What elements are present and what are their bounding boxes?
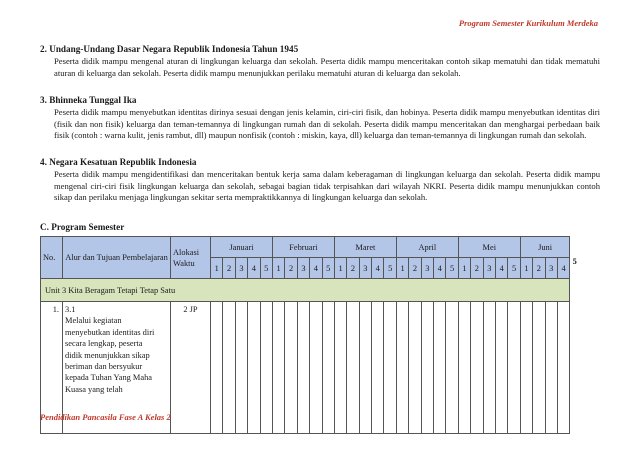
week-header: 4 [557, 258, 569, 279]
week-header: 2 [471, 258, 483, 279]
week-header: 1 [520, 258, 532, 279]
unit-row [41, 279, 570, 302]
week-cell [359, 302, 371, 434]
week-header: 1 [334, 258, 346, 279]
week-header: 3 [235, 258, 247, 279]
week-header: 2 [285, 258, 297, 279]
week-header: 3 [421, 258, 433, 279]
month-header: April [396, 237, 458, 258]
week-cell [384, 302, 396, 434]
col-alokasi-header: Alokasi Waktu [171, 237, 211, 279]
section-title: 3. Bhinneka Tunggal Ika [40, 95, 137, 105]
week-header: 2 [409, 258, 421, 279]
week-header: 1 [272, 258, 284, 279]
week-header: 4 [434, 258, 446, 279]
week-cell [421, 302, 433, 434]
week-header: 5 [322, 258, 334, 279]
week-header-overflow: 5 [572, 257, 577, 266]
week-cell [347, 302, 359, 434]
page-footer: Pendidikan Pancasila Fase A Kelas 2 [40, 412, 171, 422]
month-header: Januari [211, 237, 273, 258]
week-cell [446, 302, 458, 434]
section-title: 4. Negara Kesatuan Republik Indonesia [40, 157, 197, 167]
month-header: Februari [272, 237, 334, 258]
week-cell [223, 302, 235, 434]
page-header: Program Semester Kurikulum Merdeka [458, 18, 598, 28]
goal-text: Melalui kegiatan menyebutkan identitas diri secara lengkap, peserta didik menunjukkan sikap beriman dan bersyukur kepada Tuhan Yang Maha Kuasa yang telah [65, 316, 155, 394]
week-header: 2 [533, 258, 545, 279]
week-header: 2 [347, 258, 359, 279]
week-header: 2 [223, 258, 235, 279]
week-cell [508, 302, 520, 434]
section-nkri [40, 156, 600, 204]
section-body: Peserta didik mampu mengenal aturan di lingkungan keluarga dan sekolah. Peserta didik mampu menceritakan contoh sikap mematuhi dan tidak mematuhi aturan di keluarga dan sekolah. Peserta didik mampu menunjukkan perilaku mematuhi aturan di keluarga dan sekolah. [54, 56, 600, 78]
col-alur-header: Alur dan Tujuan Pembelajaran [63, 237, 171, 279]
week-header: 3 [483, 258, 495, 279]
month-header: Mei [458, 237, 520, 258]
week-cell [235, 302, 247, 434]
week-header: 5 [260, 258, 272, 279]
week-cell [285, 302, 297, 434]
week-cell [545, 302, 557, 434]
week-cell [520, 302, 532, 434]
program-semester-title: C. Program Semester [40, 222, 125, 232]
section-body: Peserta didik mampu menyebutkan identitas dirinya sesuai dengan jenis kelamin, ciri-ciri fisik, dan hobinya. Peserta didik mampu menyebutkan identitas diri (fisik dan non fisik) keluarga dan teman-temannya di lingkungan rumah dan di sekolah. Peserta didik mampu menceritakan dan menghargai perbedaan baik fisik (contoh : warna kulit, jenis rambut, dll) maupun nonfisik (contoh : miskin, kaya, dll) keluarga dan teman-temannya di lingkungan rumah dan sekolah. [54, 107, 600, 141]
week-cell [483, 302, 495, 434]
week-header: 5 [446, 258, 458, 279]
section-bhinneka [40, 94, 600, 142]
section-body: Peserta didik mampu mengidentifikasi dan menceritakan bentuk kerja sama dalam keberagaman di lingkungan keluarga dan sekolah. Peserta didik mampu mengenal ciri-ciri fisik lingkungan keluarga dan sekolah, sebagai bagian tidak terpisahkan dari wilayah NKRI. Peserta didik mampu menunjukkan contoh sikap dan perilaku menjaga lingkungan sekitar serta mempraktikkannya di lingkungan keluarga dan sekolah. [54, 169, 600, 203]
allocation-value: 2 JP [171, 302, 211, 434]
week-cell [334, 302, 346, 434]
week-header: 5 [508, 258, 520, 279]
row-number: 1. [41, 302, 63, 434]
goal-number: 3.1 [65, 305, 76, 314]
week-cell [248, 302, 260, 434]
week-header: 1 [211, 258, 223, 279]
week-cell [322, 302, 334, 434]
week-cell [396, 302, 408, 434]
week-header: 3 [297, 258, 309, 279]
week-cell [434, 302, 446, 434]
week-header: 1 [458, 258, 470, 279]
week-cell [211, 302, 223, 434]
month-header: Maret [334, 237, 396, 258]
col-no-header: No. [41, 237, 63, 279]
week-header: 4 [248, 258, 260, 279]
section-uud-1945 [40, 43, 600, 79]
week-cell [557, 302, 569, 434]
week-cell [372, 302, 384, 434]
week-cell [310, 302, 322, 434]
week-cell [533, 302, 545, 434]
week-cell [272, 302, 284, 434]
week-cell [260, 302, 272, 434]
week-header: 1 [396, 258, 408, 279]
week-cell [495, 302, 507, 434]
week-header: 4 [495, 258, 507, 279]
week-header: 3 [359, 258, 371, 279]
unit-label: Unit 3 Kita Beragam Tetapi Tetap Satu [41, 279, 570, 302]
section-title: 2. Undang-Undang Dasar Negara Republik Indonesia Tahun 1945 [40, 44, 299, 54]
week-header: 4 [372, 258, 384, 279]
week-header: 4 [310, 258, 322, 279]
week-cell [471, 302, 483, 434]
month-header: Juni [520, 237, 570, 258]
week-cell [409, 302, 421, 434]
week-cell [297, 302, 309, 434]
program-semester-table [40, 236, 570, 434]
week-cell [458, 302, 470, 434]
week-header: 3 [545, 258, 557, 279]
month-header-row [41, 237, 570, 258]
week-header: 5 [384, 258, 396, 279]
